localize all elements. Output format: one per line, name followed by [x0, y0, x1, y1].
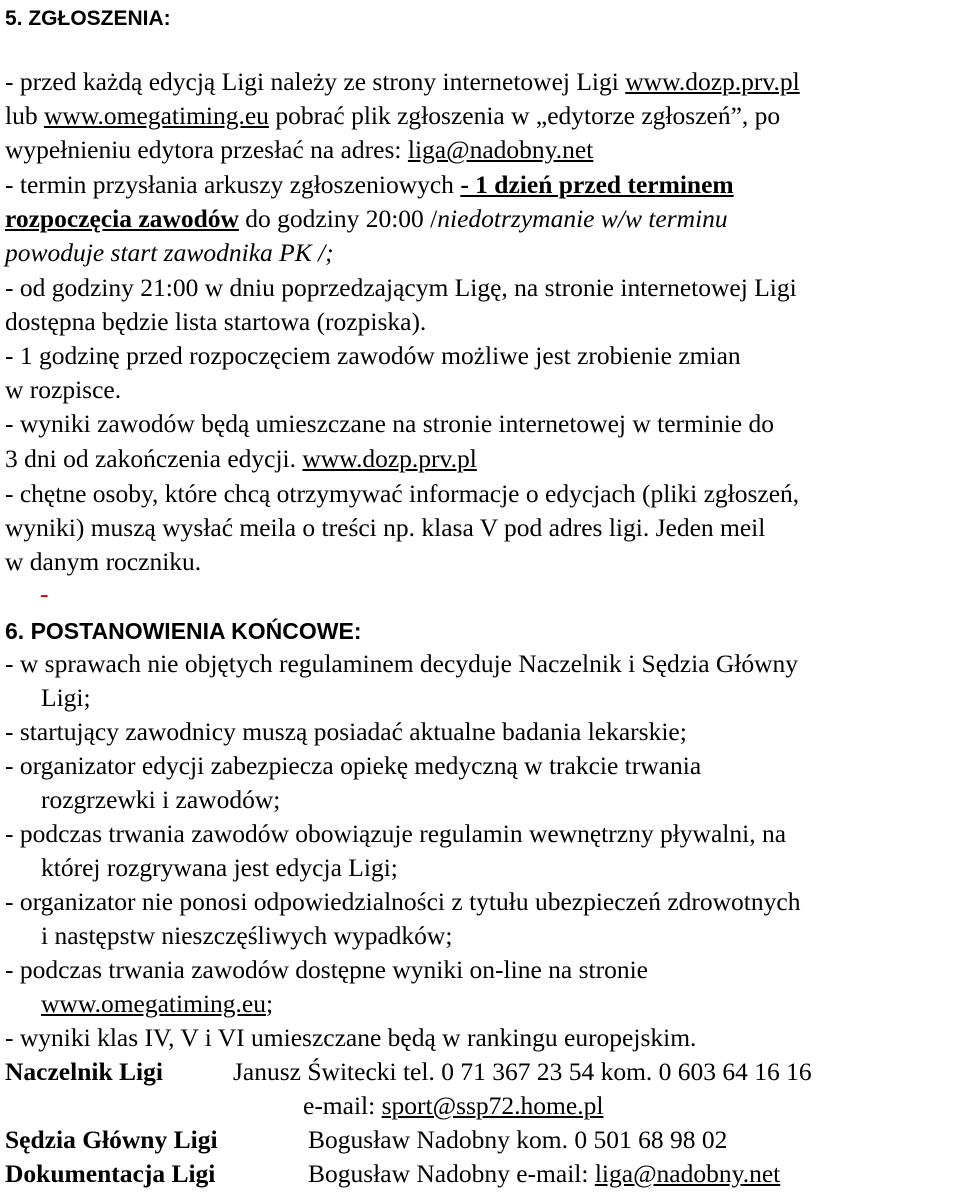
text-line: - 1 godzinę przed rozpoczęciem zawodów możliwe jest zrobienie zmian	[5, 341, 741, 370]
contact-naczelnik	[5, 1055, 812, 1089]
text-line: wyniki) muszą wysłać meila o treści np. klasa V pod adres ligi. Jeden meil	[5, 513, 766, 542]
list-item: - w sprawach nie objętych regulaminem decyduje Naczelnik i Sędzia Główny	[5, 649, 799, 678]
text-line	[5, 65, 800, 99]
list-item: której rozgrywana jest edycja Ligi;	[41, 853, 398, 882]
text-line: - chętne osoby, które chcą otrzymywać informacje o edycjach (pliki zgłoszeń,	[5, 479, 800, 508]
link-email-sport[interactable]: sport@ssp72.home.pl	[381, 1091, 604, 1120]
contact-email-line	[303, 1089, 603, 1123]
text-line: - wyniki zawodów będą umieszczane na stronie internetowej w terminie do	[5, 409, 774, 438]
section-6-heading: 6. POSTANOWIENIA KOŃCOWE:	[5, 618, 362, 644]
text-span: wypełnieniu edytora przesłać na adres:	[5, 135, 408, 164]
deadline-emphasis: rozpoczęcia zawodów	[5, 204, 239, 233]
text-span: pobrać plik zgłoszenia w „edytorze zgłoszeń”, po	[268, 101, 781, 130]
link-email-liga[interactable]: liga@nadobny.net	[407, 135, 594, 164]
list-item: - wyniki klas IV, V i VI umieszczane będą w rankingu europejskim.	[5, 1023, 697, 1052]
link-omegatiming[interactable]: www.omegatiming.eu	[41, 989, 266, 1018]
text-line: dostępna będzie lista startowa (rozpiska).	[5, 307, 427, 336]
text-line	[5, 99, 780, 133]
text-span: 3 dni od zakończenia edycji.	[5, 444, 303, 473]
contact-details: Bogusław Nadobny kom. 0 501 68 98 02	[308, 1125, 728, 1154]
link-dozp[interactable]: www.dozp.prv.pl	[625, 67, 800, 96]
list-item: - organizator nie ponosi odpowiedzialności z tytułu ubezpieczeń zdrowotnych	[5, 887, 801, 916]
contact-details	[308, 1157, 780, 1191]
italic-note: niedotrzymanie w/w terminu	[437, 204, 728, 233]
contact-label: Dokumentacja Ligi	[5, 1159, 216, 1188]
list-item: - podczas trwania zawodów obowiązuje regulamin wewnętrzny pływalni, na	[5, 819, 787, 848]
link-dozp[interactable]: www.dozp.prv.pl	[302, 444, 477, 473]
contact-label: Sędzia Główny Ligi	[5, 1125, 218, 1154]
text-span: - termin przysłania arkuszy zgłoszeniowych	[5, 170, 461, 199]
text-line	[5, 442, 477, 476]
list-item: - startujący zawodnicy muszą posiadać aktualne badania lekarskie;	[5, 717, 687, 746]
text-line	[5, 133, 593, 167]
contact-dokumentacja	[5, 1157, 781, 1191]
text-line	[5, 168, 734, 202]
list-item: Ligi;	[41, 683, 91, 712]
list-item: rozgrzewki i zawodów;	[41, 785, 281, 814]
text-line	[5, 202, 728, 236]
section-5-heading: 5. ZGŁOSZENIA:	[5, 7, 171, 30]
text-span: lub	[5, 101, 44, 130]
contact-sedzia	[5, 1123, 728, 1157]
contact-label: Naczelnik Ligi	[5, 1057, 163, 1086]
contact-details: Janusz Świtecki tel. 0 71 367 23 54 kom. 0 603 64 16 16	[233, 1057, 812, 1086]
red-dash: -	[40, 579, 49, 608]
list-item: - organizator edycji zabezpiecza opiekę medyczną w trakcie trwania	[5, 751, 702, 780]
text-span: - przed każdą edycją Ligi należy ze strony internetowej Ligi	[5, 67, 626, 96]
text-span: do godziny 20:00 /	[238, 204, 438, 233]
text-line: w danym roczniku.	[5, 547, 202, 576]
list-item: i następstw nieszczęśliwych wypadków;	[41, 921, 453, 950]
list-item	[41, 987, 273, 1021]
text-span: Bogusław Nadobny e-mail:	[308, 1159, 595, 1188]
italic-note: powoduje start zawodnika PK /;	[5, 238, 334, 267]
text-line: - od godziny 21:00 w dniu poprzedzającym Ligę, na stronie internetowej Ligi	[5, 273, 797, 302]
link-omegatiming[interactable]: www.omegatiming.eu	[43, 101, 269, 130]
list-item: - podczas trwania zawodów dostępne wyniki on-line na stronie	[5, 955, 648, 984]
text-line: w rozpisce.	[5, 375, 122, 404]
text-span: ;	[265, 989, 274, 1018]
link-email-liga[interactable]: liga@nadobny.net	[594, 1159, 781, 1188]
text-span: e-mail:	[303, 1091, 382, 1120]
deadline-emphasis: - 1 dzień przed terminem	[460, 170, 734, 199]
